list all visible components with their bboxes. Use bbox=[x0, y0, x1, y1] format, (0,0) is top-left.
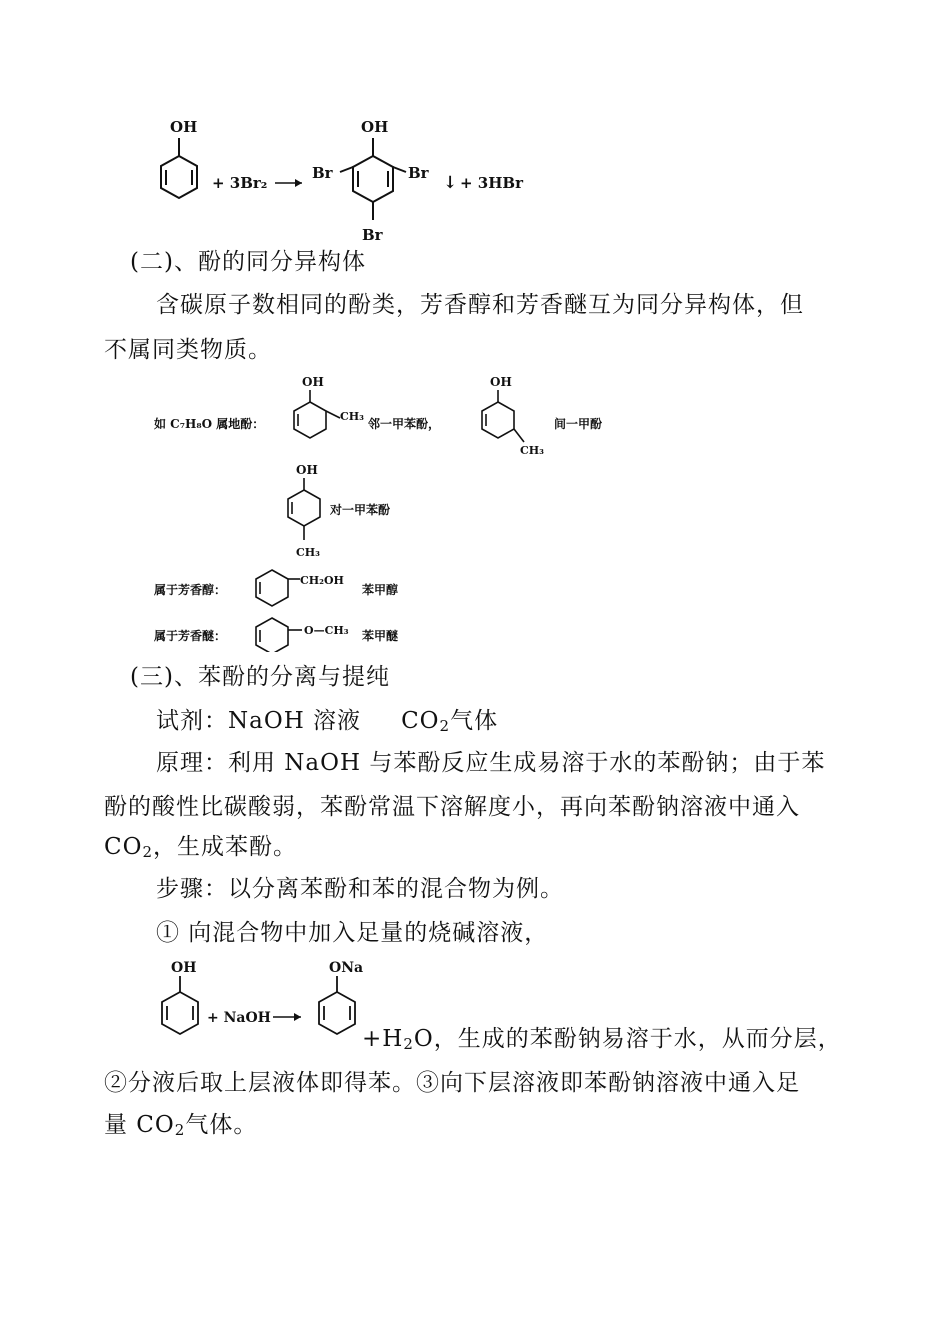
reactant-oh-label: OH bbox=[170, 118, 198, 136]
section-heading-separation: (三)、苯酚的分离与提纯 bbox=[130, 664, 390, 690]
aromatic-alcohol-label: 属于芳香醇： bbox=[154, 583, 227, 597]
reagent-line bbox=[156, 706, 498, 736]
naoh-reagent-label: + NaOH bbox=[207, 1010, 271, 1026]
meta-name-label: 间一甲酚 bbox=[554, 417, 603, 431]
isomer-intro-label: 如 C₇H₈O 属地酚： bbox=[154, 417, 265, 431]
section-heading-isomers: (二)、酚的同分异构体 bbox=[130, 249, 366, 275]
para-ch3-label: CH₃ bbox=[296, 546, 320, 559]
ortho-oh-label: OH bbox=[302, 375, 324, 389]
reagent-naoh-text: 试剂：NaOH 溶液 bbox=[156, 708, 362, 734]
br-bottom-label: Br bbox=[362, 226, 383, 244]
isomers-paragraph-line1: 含碳原子数相同的酚类，芳香醇和芳香醚互为同分异构体，但 bbox=[156, 292, 804, 318]
last-co2-subscript: 2 bbox=[174, 1121, 186, 1139]
reagent-co2-text: CO bbox=[401, 708, 440, 734]
step3-line: ②分液后取上层液体即得苯。③向下层溶液即苯酚钠溶液中通入足 bbox=[104, 1070, 800, 1096]
step1-line: ① 向混合物中加入足量的烧碱溶液， bbox=[156, 920, 549, 946]
br-left-label: Br bbox=[312, 164, 333, 182]
principle-co2-subscript: 2 bbox=[142, 843, 154, 861]
reagent-gas-text: 气体 bbox=[450, 708, 499, 734]
reaction2-ona-label: ONa bbox=[329, 960, 364, 976]
bromination-reaction-figure bbox=[140, 108, 560, 248]
steps-line: 步骤：以分离苯酚和苯的混合物为例。 bbox=[156, 876, 564, 902]
principle-line3-tail: ，生成苯酚。 bbox=[153, 834, 298, 860]
br-right-label: Br bbox=[408, 164, 429, 182]
meta-oh-label: OH bbox=[490, 375, 512, 389]
last-line bbox=[104, 1110, 257, 1140]
reagent-co2-subscript: 2 bbox=[439, 717, 451, 735]
ch2oh-group-label: CH₂OH bbox=[300, 574, 344, 587]
och3-group-label: O—CH₃ bbox=[304, 624, 349, 637]
meta-ch3-label: CH₃ bbox=[520, 444, 544, 457]
anisole-name: 苯甲醚 bbox=[362, 629, 399, 643]
h2o-h-text: +H bbox=[362, 1026, 404, 1052]
last-co2-text: 量 CO bbox=[104, 1112, 175, 1138]
naoh-reaction-figure bbox=[145, 956, 375, 1046]
ortho-name-label: 邻一甲苯酚， bbox=[368, 417, 441, 431]
reaction2-oh-label: OH bbox=[171, 960, 197, 976]
para-oh-label: OH bbox=[296, 463, 318, 477]
aromatic-ether-label: 属于芳香醚： bbox=[154, 629, 227, 643]
product-oh-label: OH bbox=[361, 118, 389, 136]
hbr-byproduct-label: + 3HBr bbox=[460, 174, 523, 192]
ortho-ch3-label: CH₃ bbox=[340, 410, 364, 423]
precipitate-arrow-icon: ↓ bbox=[443, 173, 458, 193]
principle-line3 bbox=[104, 832, 297, 862]
isomers-figure bbox=[150, 372, 630, 652]
step2-tail-text: O，生成的苯酚钠易溶于水，从而分层， bbox=[413, 1026, 842, 1052]
step2-tail-line bbox=[362, 1024, 842, 1054]
principle-line2: 酚的酸性比碳酸弱，苯酚常温下溶解度小，再向苯酚钠溶液中通入 bbox=[104, 794, 800, 820]
para-name-label: 对一甲苯酚 bbox=[330, 503, 391, 517]
bromine-reagent-label: + 3Br₂ bbox=[212, 174, 268, 192]
last-gas-text: 气体。 bbox=[185, 1112, 258, 1138]
isomers-paragraph-line2: 不属同类物质。 bbox=[104, 337, 272, 363]
benzyl-alcohol-name: 苯甲醇 bbox=[362, 583, 399, 597]
principle-line1: 原理：利用 NaOH 与苯酚反应生成易溶于水的苯酚钠；由于苯 bbox=[156, 750, 826, 776]
h2o-subscript: 2 bbox=[403, 1035, 414, 1053]
principle-co2-text: CO bbox=[104, 834, 143, 860]
